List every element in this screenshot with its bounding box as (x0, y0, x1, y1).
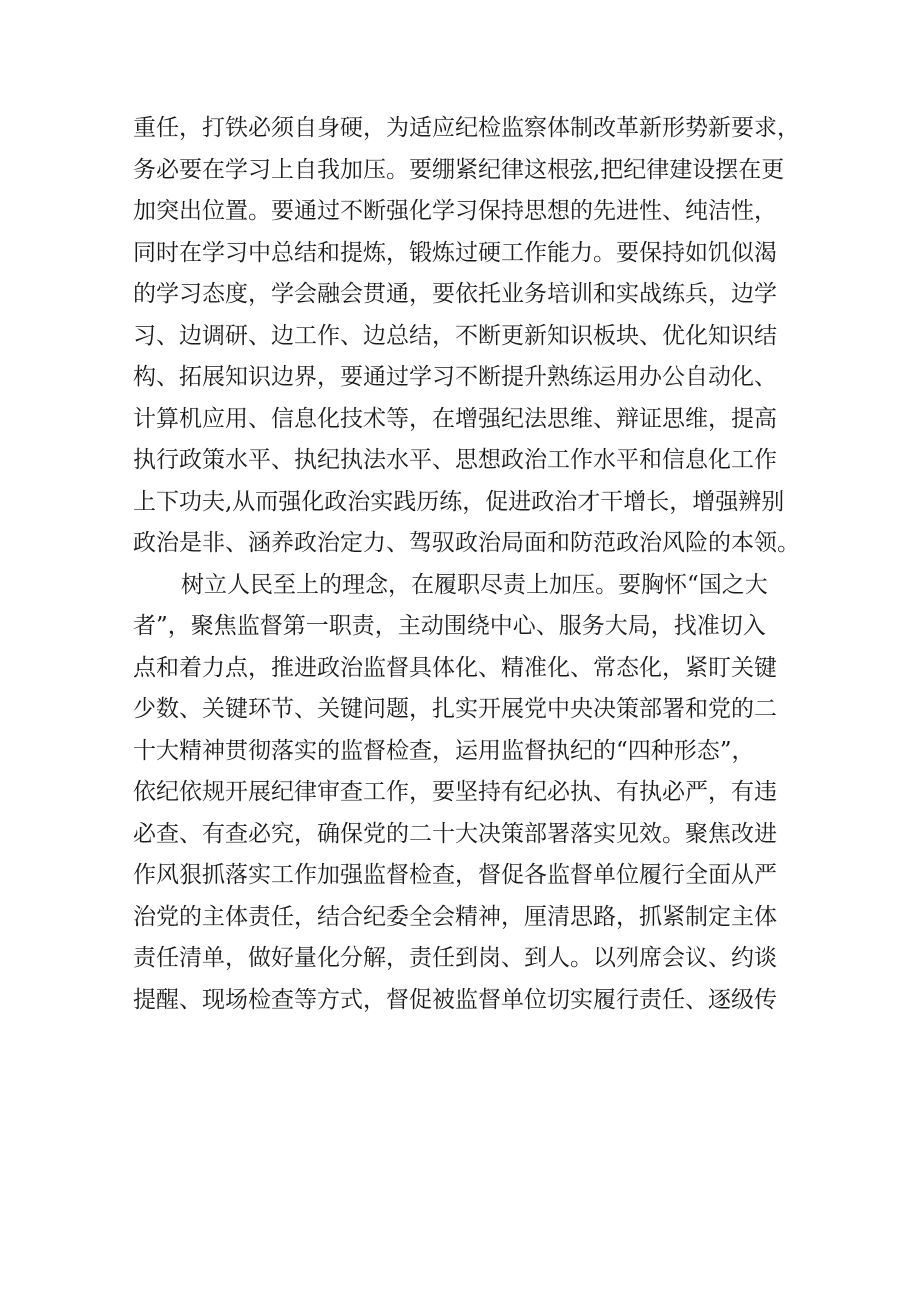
text-line: 十大精神贯彻落实的监督检查，运用监督执纪的“四种形态”， (133, 737, 755, 764)
text-line: 必查、有查必究，确保党的二十大决策部署落实见效。聚焦改进 (133, 820, 777, 847)
text-line: 提醒、现场检查等方式，督促被监督单位切实履行责任、逐级传 (133, 986, 777, 1013)
text-line: 构、拓展知识边界，要通过学习不断提升熟练运用办公自动化、 (133, 364, 777, 390)
text-line: 点和着力点，推进政治监督具体化、精准化、常态化，紧盯关键 (133, 654, 777, 681)
paragraph-start-line: 树立人民至上的理念，在履职尽责上加压。要胸怀“国之大 (181, 571, 768, 598)
text-line: 政治是非、涵养政治定力、驾驭政治局面和防范政治风险的本领。 (133, 530, 800, 556)
text-line: 加突出位置。要通过不断强化学习保持思想的先进性、纯洁性， (133, 198, 777, 224)
text-line: 习、边调研、边工作、边总结，不断更新知识板块、优化知识结 (133, 322, 777, 349)
text-line: 同时在学习中总结和提炼，锻炼过硬工作能力。要保持如饥似渴 (133, 239, 777, 266)
text-line: 上下功夫,从而强化政治实践历练，促进政治才干增长，增强辨别 (133, 488, 785, 515)
document-body (133, 108, 803, 1021)
text-line: 依纪依规开展纪律审查工作，要坚持有纪必执、有执必严，有违 (133, 779, 777, 805)
text-line: 作风狠抓落实工作加强监督检查，督促各监督单位履行全面从严 (133, 862, 777, 888)
text-line: 治党的主体责任，结合纪委全会精神，厘清思路，抓紧制定主体 (133, 903, 777, 930)
text-line: 少数、关键环节、关键问题，扎实开展党中央决策部署和党的二 (133, 696, 777, 722)
text-line: 执行政策水平、执纪执法水平、思想政治工作水平和信息化工作 (133, 447, 777, 473)
text-line: 者”，聚焦监督第一职责，主动围绕中心、服务大局，找准切入 (133, 613, 766, 639)
text-line: 的学习态度，学会融会贯通，要依托业务培训和实战练兵，边学 (133, 281, 777, 307)
text-line: 重任，打铁必须自身硬，为适应纪检监察体制改革新形势新要求， (133, 115, 800, 141)
text-line: 务必要在学习上自我加压。要绷紧纪律这根弦,把纪律建设摆在更 (133, 156, 785, 183)
text-line: 计算机应用、信息化技术等，在增强纪法思维、辩证思维，提高 (133, 405, 777, 432)
text-line: 责任清单，做好量化分解，责任到岗、到人。以列席会议、约谈 (133, 945, 777, 971)
